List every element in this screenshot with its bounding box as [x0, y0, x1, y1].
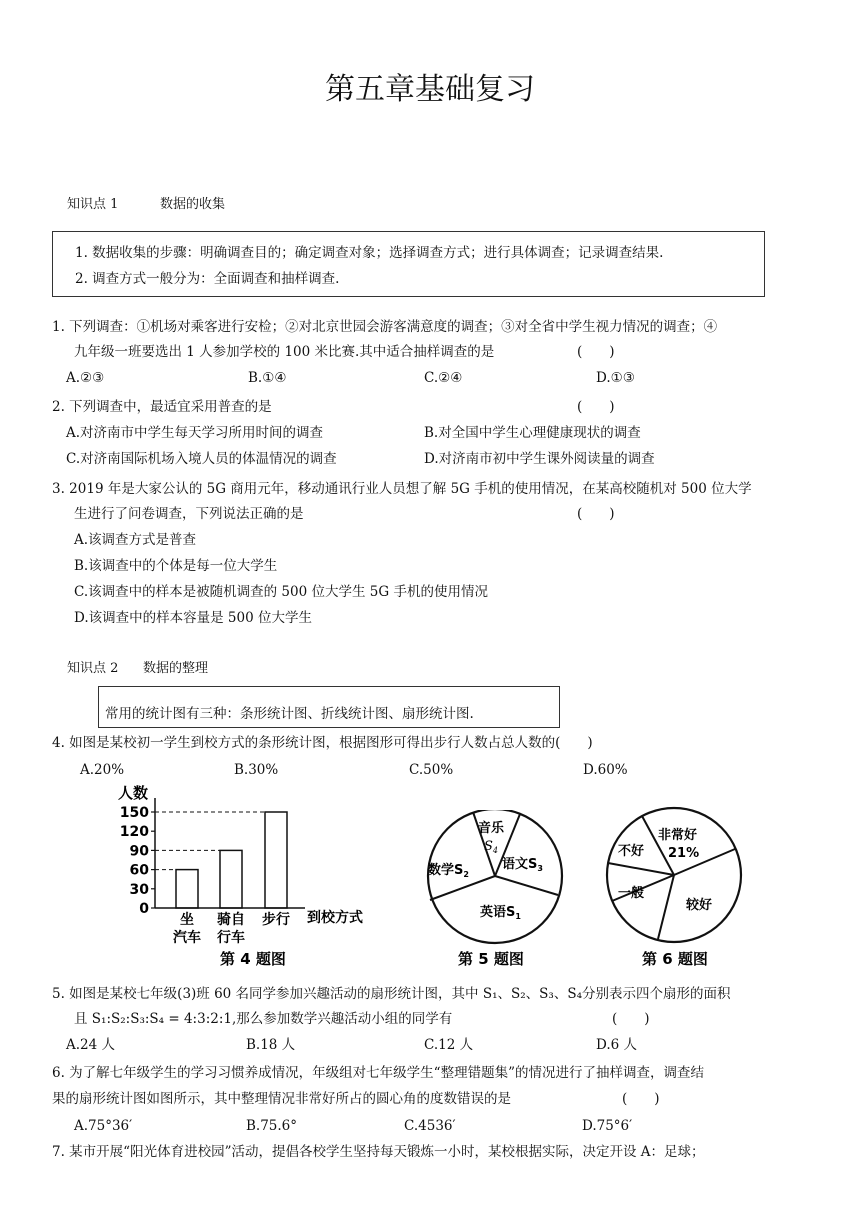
- q2-answer-paren: ( ): [577, 399, 615, 415]
- q1-option-b: B.①④: [248, 370, 287, 386]
- q3-option-b: B.该调查中的个体是每一位大学生: [74, 558, 278, 574]
- q4-line1: 4. 如图是某校初一学生到校方式的条形统计图，根据图形可得出步行人数占总人数的( ): [52, 735, 593, 751]
- category-label-line2: 行车: [217, 930, 245, 946]
- q6-option-a: A.75°36′: [74, 1118, 133, 1134]
- category-label: 步行: [262, 912, 290, 928]
- q7-line1: 7. 某市开展“阳光体育进校园”活动，提倡各校学生坚持每天锻炼一小时，某校根据实际，决定开设 A：足球；: [52, 1144, 705, 1160]
- fig6-label-good: 较好: [686, 898, 713, 913]
- category-label-line2: 汽车: [173, 930, 201, 946]
- y-tick-label: 150: [119, 805, 149, 821]
- q1-line1: 1. 下列调查：①机场对乘客进行安检；②对北京世园会游客满意度的调查；③对全省中学生视力情况的调查；④: [52, 319, 718, 335]
- q1-option-d: D.①③: [596, 370, 635, 386]
- bar: [265, 812, 287, 908]
- q5-line2: 且 S₁:S₂:S₃:S₄ = 4:3:2:1,那么参加数学兴趣活动小组的同学有: [74, 1011, 453, 1027]
- category-label: 骑自: [217, 912, 245, 928]
- q1-option-c: C.②④: [424, 370, 463, 386]
- fig5-label-chinese: 语文$S_3$: [502, 857, 543, 873]
- q5-answer-paren: ( ): [612, 1011, 650, 1027]
- category-label: 坐: [180, 912, 194, 928]
- q6-option-d: D.75°6′: [582, 1118, 633, 1134]
- fig5-label-s4: $S_4$: [484, 839, 498, 855]
- q6-line1: 6. 为了解七年级学生的学习习惯养成情况，年级组对七年级学生“整理错题集”的情况进行了抽样调查，调查结: [52, 1065, 704, 1081]
- bar-chart: [100, 780, 420, 975]
- q5-option-a: A.24 人: [66, 1037, 116, 1053]
- fig5-label-math: 数学$S_2$: [428, 863, 469, 879]
- bar: [176, 870, 198, 908]
- q2-option-b: B.对全国中学生心理健康现状的调查: [424, 425, 641, 441]
- q5-option-c: C.12 人: [424, 1037, 474, 1053]
- fig4-caption: 第 4 题图: [220, 950, 286, 968]
- fig6-label-very-good: 非常好: [658, 828, 698, 843]
- q2-option-d: D.对济南市初中学生课外阅读量的调查: [424, 451, 655, 467]
- q5-option-d: D.6 人: [596, 1037, 638, 1053]
- fig6-caption: 第 6 题图: [642, 950, 708, 968]
- kp1-label: 知识点 1: [67, 197, 119, 212]
- q3-line1: 3. 2019 年是大家公认的 5G 商用元年，移动通讯行业人员想了解 5G 手机的使用情况，在某高校随机对 500 位大学: [52, 481, 752, 497]
- q2-option-c: C.对济南国际机场入境人员的体温情况的调查: [66, 451, 337, 467]
- box1-line2: 2. 调查方式一般分为：全面调查和抽样调查.: [75, 271, 340, 287]
- q4-option-a: A.20%: [80, 762, 125, 778]
- q3-line2: 生进行了问卷调查，下列说法正确的是: [74, 506, 304, 522]
- kp1-name: 数据的收集: [160, 197, 226, 212]
- chart-ylabel: 人数: [118, 784, 149, 802]
- chart-xlabel: 到校方式: [307, 910, 363, 926]
- q3-option-c: C.该调查中的样本是被随机调查的 500 位大学生 5G 手机的使用情况: [74, 584, 488, 600]
- fig5-label-english: 英语$S_1$: [480, 905, 521, 921]
- box2-text: 常用的统计图有三种：条形统计图、折线统计图、扇形统计图.: [105, 706, 474, 722]
- q1-option-a: A.②③: [66, 370, 105, 386]
- page-title: 第五章基础复习: [325, 72, 535, 107]
- kp2-name: 数据的整理: [143, 661, 209, 676]
- q1-line2: 九年级一班要选出 1 人参加学校的 100 米比赛.其中适合抽样调查的是: [74, 344, 495, 360]
- q6-answer-paren: ( ): [622, 1091, 660, 1107]
- fig6-pie-chart: [600, 805, 750, 975]
- q5-option-b: B.18 人: [246, 1037, 296, 1053]
- q6-line2: 果的扇形统计图如图所示，其中整理情况非常好所占的圆心角的度数错误的是: [52, 1091, 511, 1107]
- q4-option-b: B.30%: [234, 762, 279, 778]
- fig5-pie-chart: [420, 810, 570, 980]
- q3-option-d: D.该调查中的样本容量是 500 位大学生: [74, 610, 312, 626]
- q5-line1: 5. 如图是某校七年级(3)班 60 名同学参加兴趣活动的扇形统计图，其中 S₁、S₂、S₃、S₄分别表示四个扇形的面积: [52, 986, 731, 1002]
- fig6-label-percent: 21%: [668, 846, 700, 861]
- y-tick-label: 120: [119, 824, 149, 841]
- q4-option-d: D.60%: [583, 762, 628, 778]
- kp2-summary-box: [98, 686, 560, 728]
- q4-option-c: C.50%: [409, 762, 454, 778]
- kp1-summary-box: [52, 231, 765, 297]
- y-tick-label: 30: [129, 881, 149, 898]
- fig6-label-bad: 不好: [618, 844, 645, 859]
- fig5-label-music: 音乐: [478, 821, 505, 836]
- q2-option-a: A.对济南市中学生每天学习所用时间的调查: [66, 425, 324, 441]
- q3-answer-paren: ( ): [577, 506, 615, 522]
- q6-option-b: B.75.6°: [246, 1118, 298, 1134]
- y-tick-label: 60: [129, 862, 149, 879]
- y-tick-label: 0: [139, 901, 149, 917]
- box1-line1: 1. 数据收集的步骤：明确调查目的；确定调查对象；选择调查方式；进行具体调查；记录调查结果.: [75, 245, 664, 261]
- kp2-label: 知识点 2: [67, 661, 119, 676]
- fig5-caption: 第 5 题图: [458, 950, 524, 968]
- fig6-label-normal: 一般: [618, 886, 645, 901]
- y-tick-label: 90: [129, 843, 149, 860]
- bar: [220, 850, 242, 908]
- q3-option-a: A.该调查方式是普查: [74, 532, 197, 548]
- q6-option-c: C.4536′: [404, 1118, 456, 1134]
- q1-answer-paren: ( ): [577, 344, 615, 360]
- q2-line1: 2. 下列调查中，最适宜采用普查的是: [52, 399, 272, 415]
